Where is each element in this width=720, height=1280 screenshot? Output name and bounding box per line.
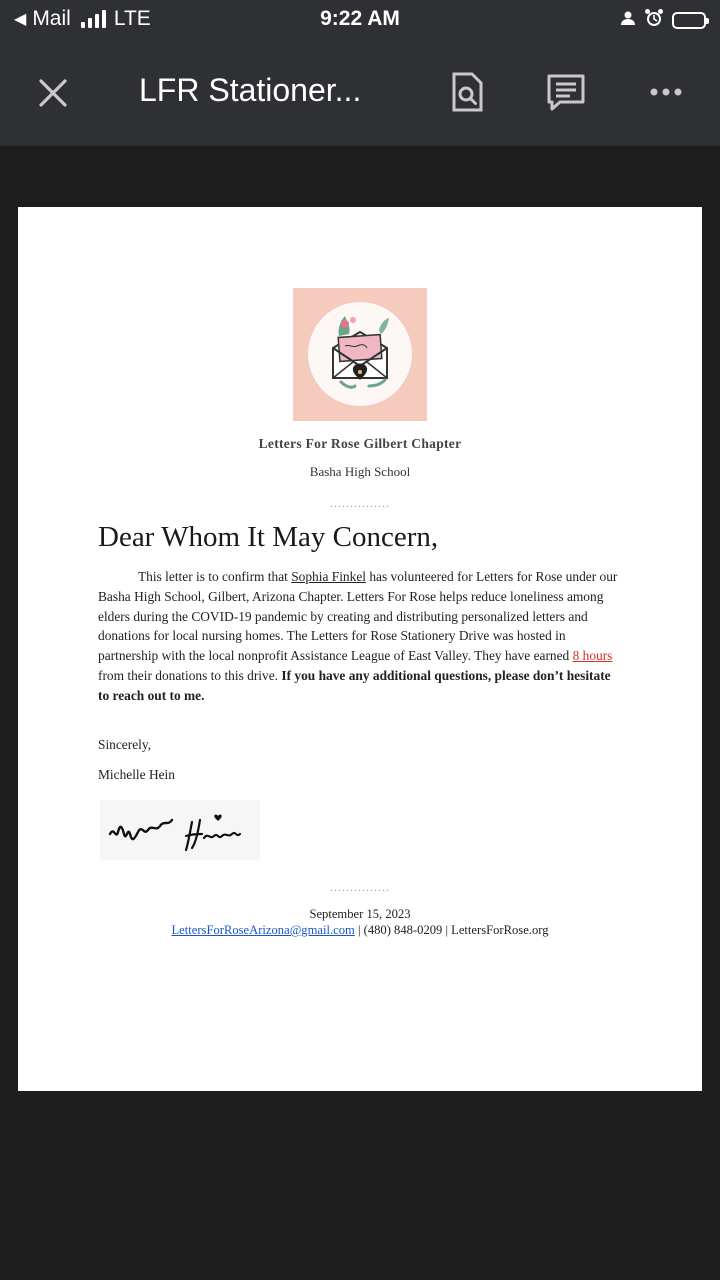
battery-icon <box>672 12 706 29</box>
network-label: LTE <box>113 7 151 30</box>
status-bar <box>0 0 720 40</box>
contact-details: | (480) 848-0209 | LettersForRose.org <box>354 923 549 937</box>
hours-earned: 8 hours <box>572 648 613 664</box>
letter-body <box>98 567 624 706</box>
find-in-document-button[interactable] <box>443 68 491 116</box>
close-button[interactable] <box>30 70 76 116</box>
document-title: LFR Stationer... <box>139 72 362 108</box>
handwritten-signature <box>100 800 260 860</box>
body-text-2: has volunteered for Letters for Rose under our Basha High School, Gilbert, Arizona Chapter. Letters For Rose helps reduce loneliness among elders during the COVID-19 pandemic by creating and distributing personalized letters and donations for local nursing homes. The Letters for Rose Stationery Drive was hosted in partnership with the local nonprofit Assistance League of East Valley. They have earned <box>98 569 618 664</box>
clock: 9:22 AM <box>320 7 400 30</box>
letters-for-rose-logo <box>293 288 427 421</box>
back-app-label: Mail <box>32 7 71 30</box>
organization-name: Letters For Rose Gilbert Chapter <box>258 436 462 451</box>
contact-line <box>18 923 702 938</box>
separator-bottom: ............... <box>330 880 390 894</box>
volunteer-name: Sophia Finkel <box>291 569 366 584</box>
school-name: Basha High School <box>309 464 411 479</box>
app-toolbar <box>0 40 720 146</box>
separator-top: ............... <box>330 496 390 510</box>
body-text-1: This letter is to confirm that <box>138 569 292 584</box>
person-icon <box>620 10 636 31</box>
alarm-icon <box>644 8 664 33</box>
document-page <box>18 207 702 1091</box>
more-options-button[interactable] <box>642 68 690 116</box>
letter-greeting: Dear Whom It May Concern, <box>98 521 439 553</box>
close-icon <box>38 78 68 108</box>
comments-icon <box>546 73 586 111</box>
email-link[interactable]: LettersForRoseArizona@gmail.com <box>171 923 355 937</box>
body-bold-text: If you have any additional questions, please don’t hesitate to reach out to me. <box>98 667 611 703</box>
body-text-3: from their donations to this drive. <box>98 667 282 683</box>
signer-name: Michelle Hein <box>98 767 175 782</box>
back-arrow-icon: ◀ <box>14 11 27 28</box>
more-options-icon <box>649 87 683 97</box>
find-in-document-icon <box>450 72 484 112</box>
letter-date: September 15, 2023 <box>309 907 411 921</box>
sign-off: Sincerely, <box>98 737 152 752</box>
comments-button[interactable] <box>542 68 590 116</box>
